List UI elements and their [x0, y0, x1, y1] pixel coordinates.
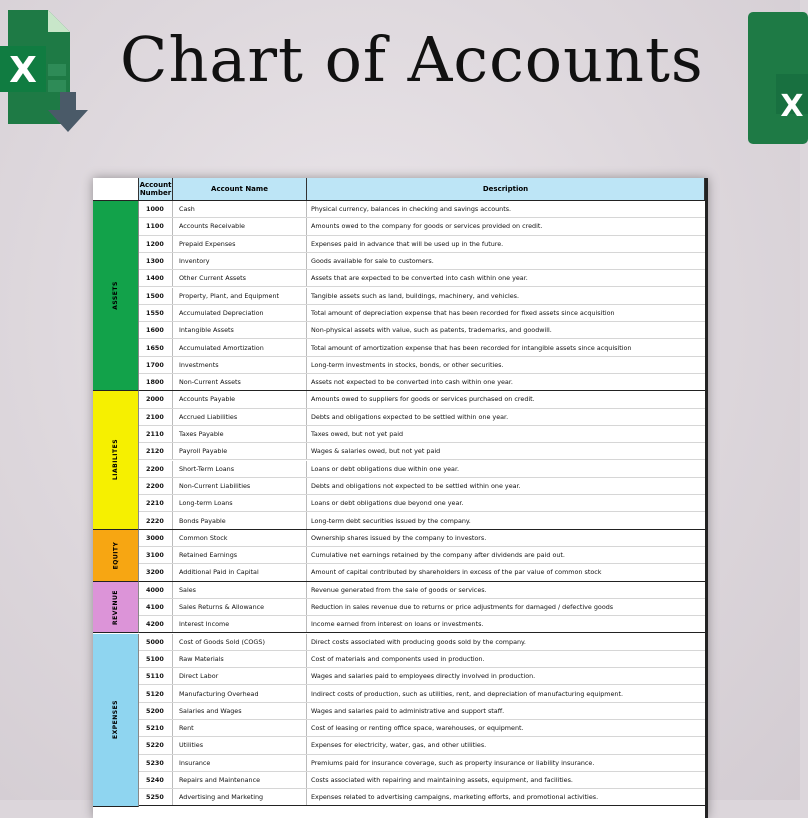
category-band-liabilites — [93, 391, 139, 529]
svg-text:X: X — [9, 50, 37, 91]
account-number-cell: 1800 — [139, 374, 173, 390]
table-row — [139, 582, 705, 599]
account-number-cell: 1600 — [139, 322, 173, 338]
account-name-cell: Retained Earnings — [173, 547, 307, 563]
table-row — [139, 288, 705, 305]
svg-text:X: X — [780, 89, 804, 124]
category-band-revenue — [93, 582, 139, 634]
table-row — [139, 668, 705, 685]
account-name-cell: Accumulated Amortization — [173, 339, 307, 355]
description-cell: Long-term debt securities issued by the company. — [311, 516, 471, 525]
description-cell: Loans or debt obligations due within one year. — [311, 464, 460, 473]
account-name-cell: Sales Returns & Allowance — [173, 599, 307, 615]
category-label: LIABILITES — [111, 439, 119, 481]
excel-icon — [748, 12, 808, 144]
description-cell: Assets that are expected to be converted into cash within one year. — [311, 274, 528, 283]
account-number-cell: 2110 — [139, 426, 173, 442]
category-label: EXPENSES — [111, 700, 119, 739]
table-row — [139, 426, 705, 443]
table-row — [139, 305, 705, 322]
table-row — [139, 201, 705, 218]
account-name-cell: Bonds Payable — [173, 512, 307, 528]
description-cell: Debts and obligations not expected to be settled within one year. — [311, 481, 521, 490]
description-cell: Amount of capital contributed by shareholders in excess of the par value of common stock — [311, 568, 602, 577]
description-cell: Tangible assets such as land, buildings, machinery, and vehicles. — [311, 291, 520, 300]
table-row — [139, 685, 705, 702]
description-cell: Long-term investments in stocks, bonds, or other securities. — [311, 360, 504, 369]
account-number-cell: 3000 — [139, 530, 173, 546]
account-name-cell: Direct Labor — [173, 668, 307, 684]
category-band-expenses — [93, 634, 139, 807]
description-cell: Costs associated with repairing and maintaining assets, equipment, and facilities. — [311, 776, 573, 785]
account-number-cell: 2200 — [139, 478, 173, 494]
account-number-cell: 1650 — [139, 339, 173, 355]
account-name-cell: Long-term Loans — [173, 495, 307, 511]
table-row — [139, 651, 705, 668]
account-name-cell: Non-Current Liabilities — [173, 478, 307, 494]
table-row — [139, 530, 705, 547]
account-name-cell: Sales — [173, 582, 307, 598]
account-number-cell: 4100 — [139, 599, 173, 615]
description-cell: Expenses paid in advance that will be used up in the future. — [311, 239, 504, 248]
account-number-cell: 1700 — [139, 357, 173, 373]
account-name-cell: Inventory — [173, 253, 307, 269]
account-number-cell: 5120 — [139, 685, 173, 701]
category-band-assets — [93, 201, 139, 391]
account-number-cell: 1000 — [139, 201, 173, 217]
account-number-cell: 1500 — [139, 288, 173, 304]
account-number-cell: 5110 — [139, 668, 173, 684]
table-row — [139, 478, 705, 495]
table-row — [139, 737, 705, 754]
account-number-cell: 5240 — [139, 772, 173, 788]
account-name-cell: Salaries and Wages — [173, 703, 307, 719]
category-label: EQUITY — [112, 541, 119, 569]
header-description: Description — [307, 178, 705, 200]
account-number-cell: 3100 — [139, 547, 173, 563]
description-cell: Direct costs associated with producing goods sold by the company. — [311, 637, 526, 646]
description-cell: Premiums paid for insurance coverage, such as property insurance or liability insurance. — [311, 758, 595, 767]
account-name-cell: Additional Paid in Capital — [173, 564, 307, 580]
account-number-cell: 2210 — [139, 495, 173, 511]
description-cell: Assets not expected to be converted into cash within one year. — [311, 378, 513, 387]
table-row — [139, 564, 705, 581]
account-number-cell: 5210 — [139, 720, 173, 736]
account-name-cell: Insurance — [173, 755, 307, 771]
table-row — [139, 253, 705, 270]
description-cell: Revenue generated from the sale of goods or services. — [311, 585, 487, 594]
account-name-cell: Utilities — [173, 737, 307, 753]
account-number-cell: 5250 — [139, 789, 173, 805]
description-cell: Income earned from interest on loans or investments. — [311, 620, 484, 629]
table-row — [139, 512, 705, 529]
description-cell: Total amount of depreciation expense that has been recorded for fixed assets since acquisition — [311, 308, 615, 317]
account-number-cell: 3200 — [139, 564, 173, 580]
description-cell: Taxes owed, but not yet paid — [311, 430, 404, 439]
header-blank-cell — [93, 178, 139, 200]
description-cell: Goods available for sale to customers. — [311, 257, 434, 266]
description-cell: Amounts owed to the company for goods or services provided on credit. — [311, 222, 543, 231]
description-cell: Cost of leasing or renting office space, warehouses, or equipment. — [311, 724, 524, 733]
table-row — [139, 357, 705, 374]
account-name-cell: Property, Plant, and Equipment — [173, 288, 307, 304]
description-cell: Wages and salaries paid to administrative and support staff. — [311, 706, 505, 715]
account-name-cell: Investments — [173, 357, 307, 373]
account-name-cell: Interest Income — [173, 616, 307, 632]
account-name-cell: Accrued Liabilities — [173, 409, 307, 425]
description-cell: Amounts owed to suppliers for goods or services purchased on credit. — [311, 395, 535, 404]
table-row — [139, 634, 705, 651]
account-number-cell: 2200 — [139, 461, 173, 477]
table-row — [139, 789, 705, 806]
description-cell: Physical currency, balances in checking and savings accounts. — [311, 205, 512, 214]
description-cell: Wages and salaries paid to employees directly involved in production. — [311, 672, 536, 681]
table-row — [139, 409, 705, 426]
category-label: ASSETS — [112, 281, 119, 310]
table-row — [139, 720, 705, 737]
sheet-right-border — [705, 178, 708, 818]
description-cell: Loans or debt obligations due beyond one year. — [311, 499, 464, 508]
account-number-cell: 5230 — [139, 755, 173, 771]
account-name-cell: Cost of Goods Sold (COGS) — [173, 634, 307, 650]
account-number-cell: 2120 — [139, 443, 173, 459]
account-name-cell: Advertising and Marketing — [173, 789, 307, 805]
account-number-cell: 2100 — [139, 409, 173, 425]
account-name-cell: Raw Materials — [173, 651, 307, 667]
account-number-cell: 1100 — [139, 218, 173, 234]
account-name-cell: Accounts Payable — [173, 391, 307, 407]
description-cell: Debts and obligations expected to be settled within one year. — [311, 412, 509, 421]
account-name-cell: Prepaid Expenses — [173, 236, 307, 252]
account-number-cell: 1200 — [139, 236, 173, 252]
table-row — [139, 391, 705, 408]
account-name-cell: Other Current Assets — [173, 270, 307, 286]
description-cell: Non-physical assets with value, such as patents, trademarks, and goodwill. — [311, 326, 552, 335]
table-row — [139, 616, 705, 633]
table-row — [139, 547, 705, 564]
account-number-cell: 1400 — [139, 270, 173, 286]
page-title: Chart of Accounts — [120, 23, 704, 96]
description-cell: Total amount of amortization expense that has been recorded for intangible assets since acquisition — [311, 343, 632, 352]
account-name-cell: Rent — [173, 720, 307, 736]
account-number-cell: 1550 — [139, 305, 173, 321]
account-name-cell: Intangible Assets — [173, 322, 307, 338]
description-cell: Expenses related to advertising campaigns, marketing efforts, and promotional activities. — [311, 793, 599, 802]
description-cell: Ownership shares issued by the company to investors. — [311, 533, 487, 542]
table-row — [139, 374, 705, 391]
account-name-cell: Accumulated Depreciation — [173, 305, 307, 321]
category-band-equity — [93, 530, 139, 582]
description-cell: Cumulative net earnings retained by the company after dividends are paid out. — [311, 551, 565, 560]
table-row — [139, 703, 705, 720]
table-row — [139, 461, 705, 478]
table-row — [139, 755, 705, 772]
account-name-cell: Cash — [173, 201, 307, 217]
account-number-cell: 5000 — [139, 634, 173, 650]
header-account-name: Account Name — [173, 178, 307, 200]
description-cell: Cost of materials and components used in production. — [311, 654, 485, 663]
category-label: REVENUE — [111, 589, 119, 625]
account-name-cell: Repairs and Maintenance — [173, 772, 307, 788]
chart-of-accounts-sheet — [93, 178, 708, 818]
account-number-cell: 1300 — [139, 253, 173, 269]
table-row — [139, 443, 705, 460]
account-name-cell: Taxes Payable — [173, 426, 307, 442]
excel-download-icon — [0, 6, 90, 136]
account-number-cell: 4000 — [139, 582, 173, 598]
table-header — [93, 178, 705, 201]
account-number-cell: 5220 — [139, 737, 173, 753]
account-number-cell: 2220 — [139, 512, 173, 528]
account-name-cell: Non-Current Assets — [173, 374, 307, 390]
account-name-cell: Accounts Receivable — [173, 218, 307, 234]
account-name-cell: Common Stock — [173, 530, 307, 546]
table-row — [139, 772, 705, 789]
table-row — [139, 599, 705, 616]
account-number-cell: 5200 — [139, 703, 173, 719]
table-row — [139, 495, 705, 512]
table-row — [139, 339, 705, 356]
table-row — [139, 270, 705, 287]
description-cell: Indirect costs of production, such as utilities, rent, and depreciation of manufacturing equipment. — [311, 689, 624, 698]
table-row — [139, 322, 705, 339]
description-cell: Reduction in sales revenue due to returns or price adjustments for damaged / defective goods — [311, 603, 614, 612]
account-name-cell: Payroll Payable — [173, 443, 307, 459]
table-row — [139, 218, 705, 235]
account-number-cell: 4200 — [139, 616, 173, 632]
header-account-number: Account Number — [139, 178, 173, 200]
account-name-cell: Short-Term Loans — [173, 461, 307, 477]
account-number-cell: 2000 — [139, 391, 173, 407]
account-name-cell: Manufacturing Overhead — [173, 685, 307, 701]
description-cell: Wages & salaries owed, but not yet paid — [311, 447, 441, 456]
description-cell: Expenses for electricity, water, gas, and other utilities. — [311, 741, 487, 750]
account-number-cell: 5100 — [139, 651, 173, 667]
table-row — [139, 236, 705, 253]
